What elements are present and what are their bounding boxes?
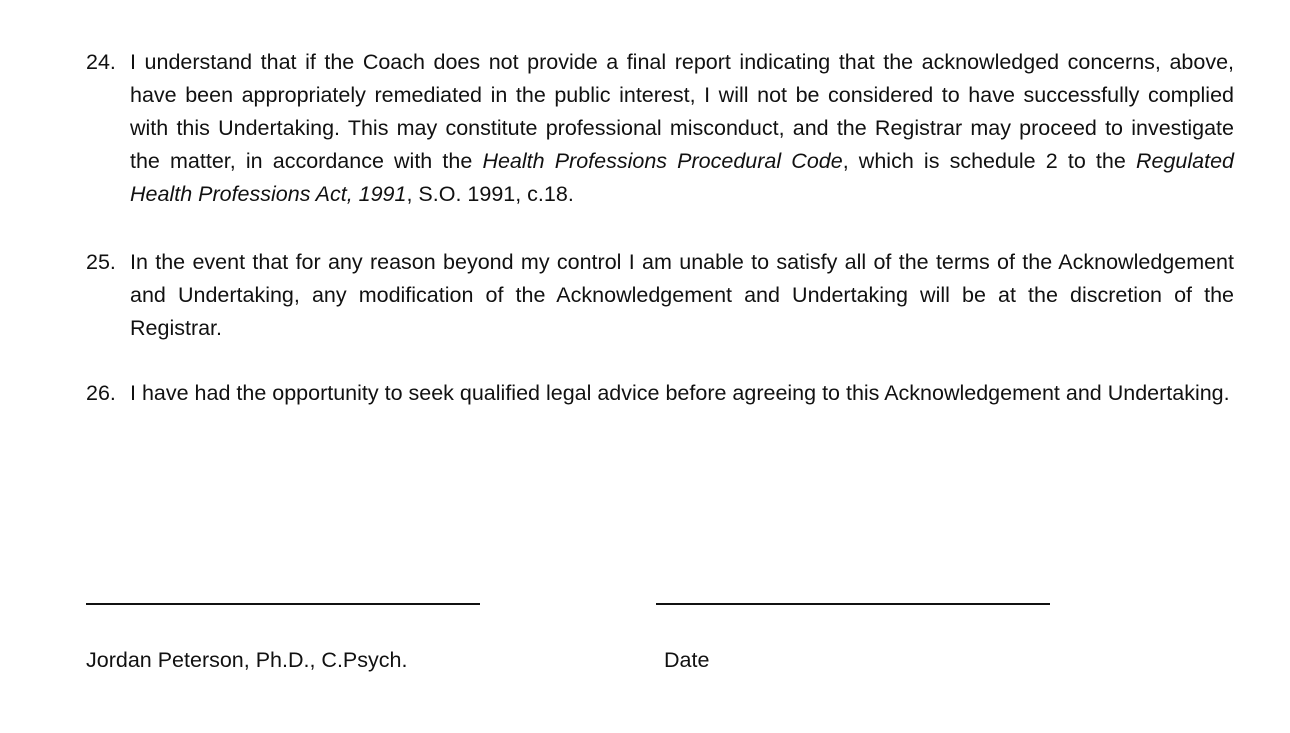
clause-text-segment: I understand that if the Coach does not provide a final report indicating that the acknowledged concerns, above, have been appropriately remediated in the public interest, I will not be considered to have successfully complied with this Undertaking. This may constitute professional misconduct, and the Registrar may proceed to investigate the matter, in accordance with the [130,50,1234,173]
clause-25 [86,246,1234,345]
clause-number: 25. [86,250,116,274]
clause-text-segment: In the event that for any reason beyond my control I am unable to satisfy all of the terms of the Acknowledgement and Undertaking, any modification of the Acknowledgement and Undertaking will be at the discretion of the Registrar. [130,250,1234,340]
signatory-name-label: Jordan Peterson, Ph.D., C.Psych. [86,648,408,672]
clause-24 [86,46,1234,211]
date-label: Date [664,648,710,672]
clause-text-italic-segment: Health Professions Procedural Code [482,149,843,173]
signature-line [86,603,480,605]
clause-text [130,246,1234,345]
clause-number: 26. [86,381,116,405]
date-line [656,603,1050,605]
clause-text-segment: , S.O. 1991, c.18. [406,182,574,206]
clause-text [130,46,1234,211]
clause-text-segment: I have had the opportunity to seek qualified legal advice before agreeing to this Acknowledgement and Undertaking. [130,381,1230,405]
clause-text [130,377,1234,410]
clause-text-italic-segment: Regulated Health Professions Act, 1991 [130,149,1234,206]
clause-text-segment: , which is schedule 2 to the [842,149,1136,173]
clause-26 [86,377,1234,410]
clause-number: 24. [86,50,116,74]
